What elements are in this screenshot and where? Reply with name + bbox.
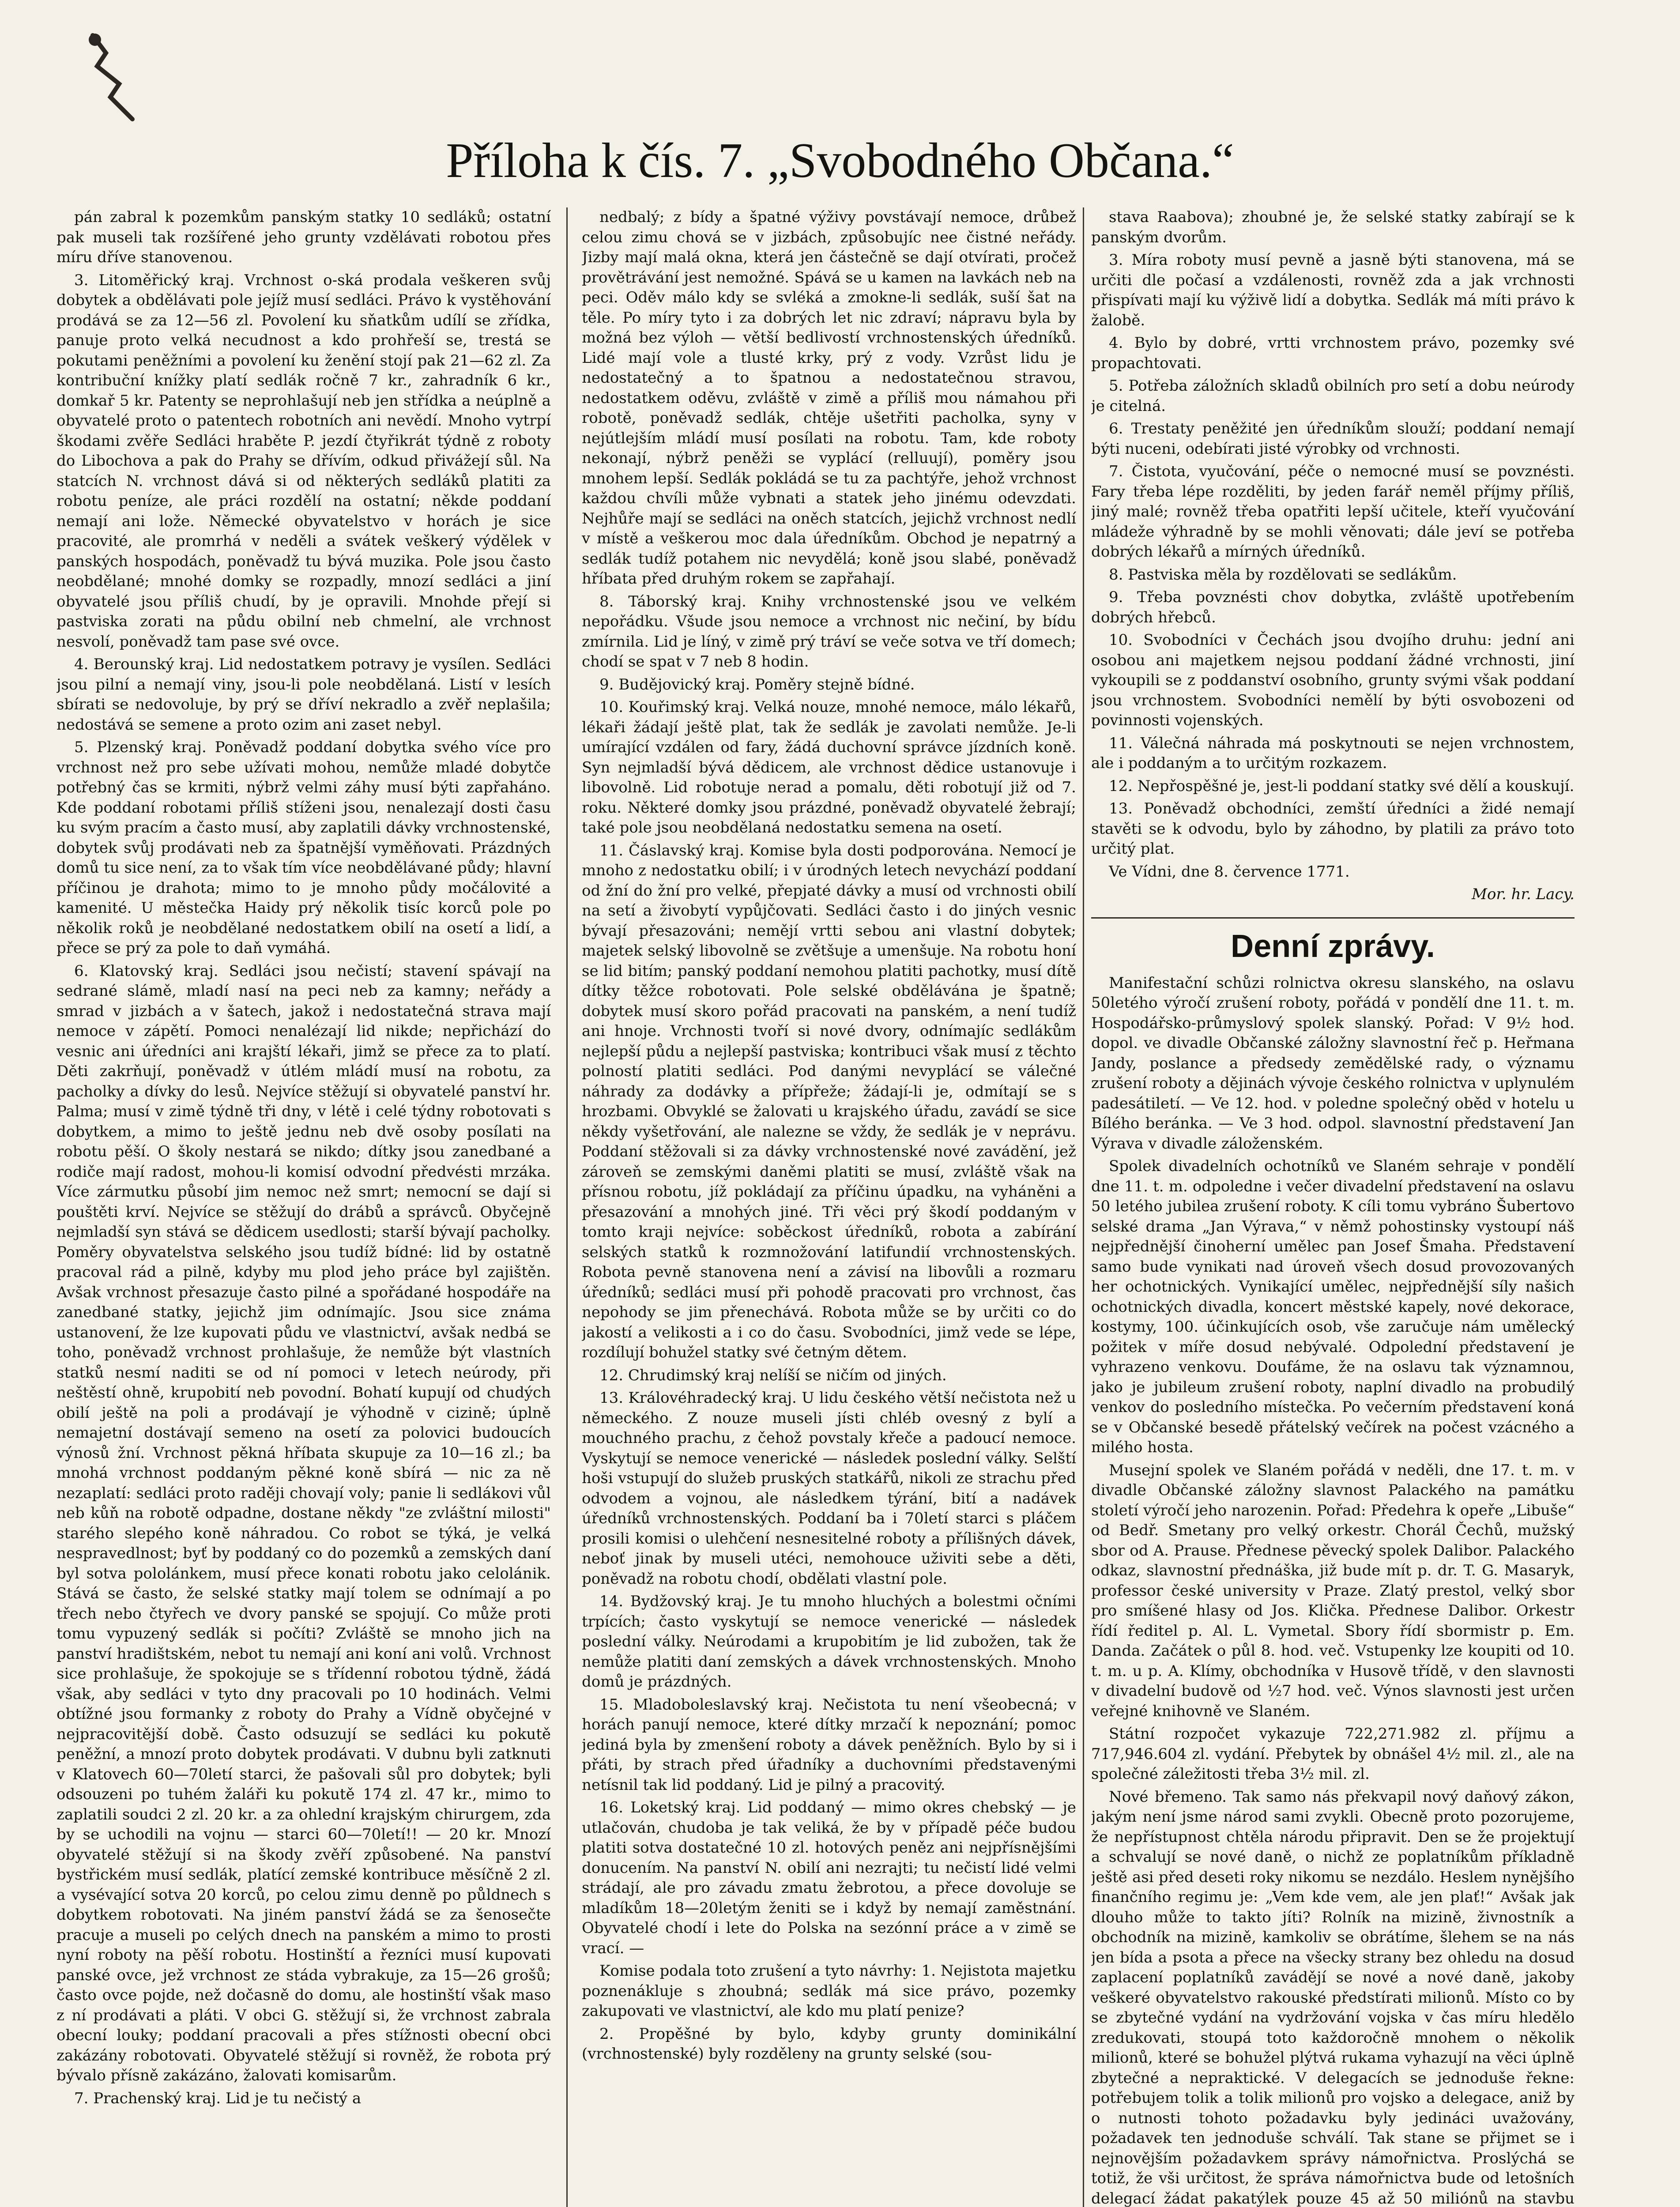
page-title: Příloha k čís. 7. „Svobodného Občana.“ — [446, 133, 1234, 188]
paragraph: 9. Třeba povznésti chov dobytka, zvláště upotřebením dobrých hřebců. — [1091, 588, 1575, 626]
column-divider — [1083, 207, 1084, 2207]
paragraph: 12. Chrudimský kraj nelíší se ničím od jiných. — [599, 1366, 947, 1384]
paragraph: 8. Táborský kraj. Knihy vrchnostenské jsou ve velkém nepořádku. Všude jsou nemoce a vrchnost nic nečiní, by bídu zmírnila. Lid je líný, v zimě prý tráví se veče sotva ve tří domech; chodí se spat v 7 neb 8 hodin. — [582, 592, 1076, 670]
paragraph: 16. Loketský kraj. Lid poddaný — mimo okres chebský — je utlačován, chudoba je tak veliká, že by v případě péče budou platiti sotva dostatečné 10 zl. hotových peněz ani nejpřísnějšími donucením. Na panství N. obilí ani nezrajti; tu nečistí lidé velmi strádají, ale pro závadu zmatu žebrotou, a přece dovoluje se mladíkům 18—20letým ženiti se i když by nemají zaměstnání. Obyvatelé chodí i lete do Polska na sezónní práce a v zimě se vrací. — — [582, 1799, 1076, 1957]
paragraph: 2. Propěšné by bylo, kdyby grunty dominikální (vrchnostenské) byly rozděleny na grunty selské (sou- — [582, 2025, 1076, 2063]
paragraph: 11. Čáslavský kraj. Komise byla dosti podporována. Nemocí je mnoho z nedostatku obilí; i v úrodných letech nevychází poddaní od žní do žní pro velké, přepjaté dávky a musí od vrchnosti obilí na setí a živobytí vypůjčovati. Sedláci často i do jiných vesnic bývají přesazováni; nemějí vrtti sebou ani vlastní dobytek; majetek selský libovolně se zvětšuje a umenšuje. Na robotu honí se lid bitím; panský poddaní nemohou platiti pachotky, musí dítě dítky těžce robotovati. Pole selské obdělávána je špatně; dobytek musí skoro pořád pracovati na panském, a není tudíž ani hnoje. Vrchnosti tvoří si nové dvory, odnímajíc sedlákům nejlepší půdu a nejlepší pastviska; kontribuci však musí z těchto polností platiti sedláci. Pod danými nevyplácí se válečné náhrady za dodávky a přípřeže; žádají-li je, odmítají se s hrozbami. Obvyklé se žalovati u krajského úřadu, zavádí se sice někdy vyšetřování, ale nalezne se vždy, že sedlák je v neprávu. Poddaní stěžovali si za dávky vrchnostenské nové zavádění, jež zároveň se zemskými daněmi platiti se musí, zvláště však na přísnou robotu, jíž pokládají za příčinu úpadku, na vyháněni a přesazování a mnohých jiné. Tři věci prý škodí poddaným v tomto kraji nejvíce: soběckost úředníků, robota a zabírání selských statků k rozmnožování latifundií vrchnostenských. Robota pevně stanovena není a závisí na libovůli a rozmaru úředníků; sedláci musí při pohodě pracovati pro vrchnost, čas nepohody se jim přenechává. Robota může se by určiti co do jakostí a velikosti a i co do času. Svobodníci, jimž vede se lépe, rozdílují bohužel statky své četným dětem. — [582, 841, 1076, 1361]
paragraph: 10. Kouřimský kraj. Velká nouze, mnohé nemoce, málo lékařů, lékaři žádají ještě plat, tak že sedlák je zavolati nemůže. Je-li umírající vzdálen od fary, žádá duchovní správce jízdních koně. Syn nejmladší bývá dědicem, ale vrchnost dědice ustanovuje i libovolně. Lid robotuje nerad a pomalu, děti robotují již od 7. roku. Některé domky jsou prázdné, poněvadž obyvatelé žebrají; také pole jsou neobdělaná nedostatku semena na osetí. — [582, 698, 1076, 836]
column-1 — [57, 207, 551, 2207]
paragraph: 8. Pastviska měla by rozdělovati se sedlákům. — [1109, 565, 1457, 584]
dateline: Mor. hr. Lacy. — [1472, 885, 1575, 903]
news-item: Manifestační schůzi rolnictva okresu slanského, na oslavu 50letého výročí zrušení roboty, pořádá v pondělí dne 11. t. m. Hospodářsko-průmyslový spolek slanský. Pořad: V 9½ hod. dopol. ve divadle Občanské záložny slavnostní řeč p. Heřmana Jandy, poslance a předsedy zemědělské rady, o významu zrušení roboty a dějinách vývoje českého rolnictva v uplynulém padesátiletí. — Ve 12. hod. v poledne společný oběd v hotelu u Bílého beránka. — Ve 3 hod. odpol. slavnostní představení Jan Výrava v divadle záloženském. — [1091, 974, 1575, 1152]
paragraph: 3. Litoměřický kraj. Vrchnost o-ská prodala veškeren svůj dobytek a obdělávati pole jejíž musí sedláci. Právo k vystěhování prodává se za 12—56 zl. Povolení ku sňatkům udílí se zřídka, panuje proto velká necudnost a kdo prohřeší se, trestá se pokutami peněžními a povolení ku ženění stojí pak 21—62 zl. Za kontribuční knížky platí sedlák ročně 7 kr., zahradník 6 kr., domkař 5 kr. Patenty se neprohlašují neb jen střídka a neúplně a obyvatelé proto o patentech robotních ani nevědí. Mnoho vytrpí škodami zvěře Sedláci hraběte P. jezdí čtyřikrát týdně z roboty do Libochova a pak do Prahy se dřívím, odkud přivážejí sůl. Na statcích N. vrchnost dává si od některých sedláků platiti za robotu peníze, ale práci rozdělí na ostatní; někde poddaní nemají ani lože. Německé obyvatelstvo v horách je sice pracovité, ale promrhá v neděli a svátek veškerý výdělek v panských hospodách, poněvadž tu bývá muzika. Pole jsou často neobdělané; mnohé domky se rozpadly, mnozí sedláci a jiní obyvatelé jsou příliš chudí, by je opravili. Mnohde přejí si pastviska zorati na půdu obilní neb chmelní, ale vrchnost nesvolí, poněvadž tam pase své ovce. — [57, 271, 551, 651]
paragraph: 9. Budějovický kraj. Poměry stejně bídné. — [599, 675, 915, 693]
paragraph: Komise podala toto zrušení a tyto návrhy: 1. Nejistota majetku poznenákluje s zhoubná; sedlák má sice právo, pozemky zakupovati ve vlastnictví, ale kdo mu platí penize? — [582, 1962, 1076, 2020]
paragraph: 6. Trestaty peněžité jen úředníkům slouží; poddaní nemají býti nuceni, odebírati jisté výrobky od vrchnosti. — [1091, 420, 1575, 458]
news-item: Státní rozpočet vykazuje 722,271.982 zl. příjmu a 717,946.604 zl. vydání. Přebytek by obnášel 4½ mil. zl., ale na společné záležitosti třeba 3½ mil. zl. — [1091, 1725, 1575, 1783]
paragraph: Ve Vídni, dne 8. července 1771. — [1109, 862, 1350, 881]
paragraph: 7. Čistota, vyučování, péče o nemocné musí se povznésti. Fary třeba lépe rozděliti, by jeden farář neměl příjmy příliš, jiný malé; rovněž třeba opatřiti lepší učitele, kteří vyučování mládeže výhradně by se mohli věnovati; dále jeví se potřeba dobrých lékařů a mírných úředníků. — [1091, 463, 1575, 561]
paragraph: 3. Míra roboty musí pevně a jasně býti stanovena, má se určiti dle počasí a vzdálenosti, rovněž zda a jak vrchnosti přispívati mají ku výživě lidí a dobytka. Sedlák má míti právo k žalobě. — [1091, 251, 1575, 329]
paragraph: 14. Bydžovský kraj. Je tu mnoho hluchých a bolestmi očními trpících; často vyskytují se nemoce venerické — následek poslední války. Neúrodami a krupobitím je lid zubožen, tak že nemůže platiti daní zemských a dávek vrchnostenských. Mnoho domů je prázdných. — [582, 1593, 1076, 1691]
paragraph: stava Raabova); zhoubné je, že selské statky zabírají se k panským dvorům. — [1091, 208, 1575, 246]
section-heading: Denní zprávy. — [1231, 928, 1435, 964]
paragraph: 10. Svobodníci v Čechách jsou dvojího druhu: jední ani osobou ani majetkem nejsou poddaní žádné vrchnosti, jiní vykoupili se z poddanství osobního, grunty svými však poddaní jsou vrchnostem. Svobodníci nemělí by býti osvobozeni od povinnosti vojenských. — [1091, 631, 1575, 729]
paragraph: 11. Válečná náhrada má poskytnouti se nejen vrchnostem, ale i poddaným a to určitým rozkazem. — [1091, 734, 1575, 772]
paragraph: 6. Klatovský kraj. Sedláci jsou nečistí; stavení spávají na sedrané slámě, mladí nasí na peci neb za kamny; neřády a smrad v jizbách a v šatech, jakož i nedostatečná strava mají nemoce v zápětí. Pomoci nenalézají lid nikde; nepřichází do vesnic ani úředníci ani krajští lékaři, jimž se přece za to platí. Děti zakrňují, poněvadž v útlém mládí musí na robotu, za pacholky a dívky do lesů. Nejvíce stěžují si obyvatelé panství hr. Palma; musí v zimě týdně tři dny, v létě i celé týdny robotovati s dobytkem, a mimo to ještě jednu neb dvě osoby posílati na robotu pěší. O školy nestará se nikdo; dítky jsou zanedbané a rodiče mají radost, mohou-li komisí odvodní předvésti mrzáka. Více zármutku působí jim nemoc než smrt; nemocní se dají si pouštěti krví. Nejvíce se stěžují do drábů a správců. Obyčejně nejmladší syn stává se dědicem usedlosti; starší bývají pacholky. Poměry obyvatelstva selského jsou tudíž bídné: lid by ostatně pracoval rád a pilně, kdyby mu plod jeho práce byl zajištěn. Avšak vrchnost přesazuje často pilné a spořádané hospodáře na zanedbané statky, jejichž jim odnímajíc. Jsou sice známa ustanovení, že lze kupovati půdu ve vlastnictví, avšak nedbá se toho, poněvadž vrchnost prohlašuje, že nemůže být vlastních statků nesmí naditi se od ní pomoci v letech neúrody, při neštěstí ohně, krupobití neb povodní. Bohatí kupují od chudých obilí ještě na poli a prodávají je výhodně v cizině; úplně nemajetní dostávají semeno na osetí za polovici budoucích výnosů žní. Vrchnost pěkná hříbata skupuje za 10—16 zl.; ba mnohá vrchnost poddaným pěkné koně sbírá — nic za ně nezaplatí: sedláci proto raději chovají voly; panie li sedlákovi vůl neb kůň na robotě odpadne, dostane někdy "ze zvláštní milosti" starého slepého koně náhradou. Co robot se týká, je velká nespravedlnost; byť by poddaný co do pozemků a zemských daní byl sotva pololánkem, musí přece konati robotu jako celolánik. Stává se často, že selské statky mají tolem se odnímají a po třech nebo čtyřech ve dvory panské se spojují. Co může proti tomu vypuzený sedlák si počíti? Zvláště se mnoho jich na panství hradištském, nebot tu nemají ani koní ani volů. Vrchnost sice prohlašuje, že spokojuje se s třídenní robotou týdně, žádá však, aby sedláci v tyto dny pracovali po 10 hodinách. Velmi obtížné jsou formanky z roboty do Prahy a Vídně obyčejné v nejpracovitější době. Často odsuzují se sedláci ku pokutě peněžní, a mnozí proto dobytek prodávati. V dubnu byli zatknuti v Klatovech 60—70letí starci, že pašovali sůl pro dobytek; byli odsouzeni po tuhém žaláři ku pokutě 174 zl. 47 kr., mimo to zaplatili soudci 2 zl. 20 kr. a za ohlední krajským chirurgem, zda by se uchodili na vojnu — starci 60—70letí!! — 20 kr. Mnozí obyvatelé stěžují si na škody zvěří způsobené. Na panství bystřickém musí sedlák, platící zemské kontribuce měsíčně 2 zl. a vysévající sotva 20 korců, po celou zimu denně po půldnech s dobytkem robotovati. Na jiném panství žádá se za šenosečte pracuje a museli po celých dnech na panském a mimo to prosti nyní roboty na pěší robotu. Hostinští a řezníci musí kupovati panské ovce, jež vrchnost ze stáda vybrakuje, za 15—26 grošů; často ovce pojde, než dočasně do domu, ale hostinští však maso z ní prodávati a pláti. V obci G. stěžují si, že vrchnost zabrala obecní louky; poddaní pracovali a přes stížnosti obecní obci zakázány robotovati. Obyvatelé stěžují si rovněž, že robota prý bývalo přísně zakázáno, žalovati komisarům. — [57, 962, 551, 2084]
news-item: Musejní spolek ve Slaném pořádá v neděli, dne 17. t. m. v divadle Občanské záložny slavnost Palackého na památku století výročí jeho narozenin. Pořad: Předehra k opeře „Libuše“ od Bedř. Smetany pro velký orkestr. Chorál Čechů, mužský sbor od A. Prause. Přednese pěvecký spolek Dalibor. Palackého odkaz, slavnostní přednáška, již bude mít p. dr. T. G. Masaryk, professor české university v Praze. Zlatý prestol, velký sbor pro smíšené hlasy od Jos. Klička. Přednese Dalibor. Orkestr řídí ředitel p. Al. L. Vymetal. Sbory řídí sbormistr p. Em. Danda. Začátek o půl 8. hod. več. Vstupenky lze koupiti od 10. t. m. u p. A. Klímy, obchodníka v Husově třídě, v den slavnosti v divadelní budově od ½7 hod. več. Výnos slavnosti jest určen veřejné knihovně ve Slaném. — [1091, 1461, 1575, 1720]
news-item: Nové břemeno. Tak samo nás překvapil nový daňový zákon, jakým není jsme národ sami zvykli. Obecně proto pozorujeme, že nepřístupnost chtěla národu připravit. Den se že projektují a schvalují se nové daně, o nichž ze poplatníkům příkladně ještě asi před deseti roky nikomu se nezdálo. Heslem nynějšího finančního regimu je: „Vem kde vem, ale jen plať!“ Avšak jak dlouho může to takto jíti? Rolník na mizině, živnostník a obchodník na mizině, kamkoliv se obrátíme, šlehem se na nás jen bída a psota a přece na všecky strany bez ohledu na dosud zaplacení poplatníků zavádějí se nové a nové daně, jakoby veškeré obyvatelstvo rakouské předstírati milionů. Místo co by se zbytečné vydání na vydržování vojska v čas míru hledělo zredukovati, stoupá toto každoročně mnohem o několik milionů, které se bohužel plýtvá rukama vyhazují na věci úplně zbytečné a nepraktické. V delegacích se jednoduše řekne: potřebujem tolik a tolik milionů pro vojsko a delegace, aniž by o nutnosti tohoto požadavku byly jedináci uvažovány, požadavek ten jednoduše schválí. Tak stane se přijmet se i nejnovějším požadavkem správy námořnictva. Proslýchá se totiž, že vši určitost, že správa námořnictva bude od letošních delegací žádat pakatýlek pouze 45 až 50 miliónů na stavbu — [1091, 1788, 1575, 2207]
news-item: Spolek divadelních ochotníků ve Slaném sehraje v pondělí dne 11. t. m. odpoledne i večer divadelní představení na oslavu 50 letého jubilea zrušení roboty. K cíli tomu vybráno Šubertovo selské drama „Jan Výrava,“ v němž pohostinsky vystoupí náš nejpřednější činoherní umělec pan Josef Šmaha. Představení samo bude vynikati nad úroveň všech dosud provozovaných her ochotnických. Vynikající umělec, nejpřednější síly našich ochotnických divadla, koncert městské kapely, nové dekorace, kostymy, 100. účinkujících osob, vše zaručuje nám umělecký požitek v míře dosud nebývalé. Odpolední představení je vyhrazeno venkovu. Doufáme, že na oslavu tak významnou, jako je jubileum zrušení roboty, naplní divadlo na probudilý venkov do posledního místečka. Po večerním představení koná se v Občanské besedě přátelský večírek na počest vzácného a milého hosta. — [1091, 1157, 1575, 1456]
paragraph: 5. Potřeba záložních skladů obilních pro setí a dobu neúrody je citelná. — [1091, 377, 1575, 415]
section-divider — [1091, 917, 1575, 919]
column-divider — [566, 207, 568, 2207]
column-3 — [1091, 207, 1575, 2207]
paragraph: nedbalý; z bídy a špatné výživy povstávají nemoce, drůbež celou zimu chová se v jizbách, způsobujíc nee čistné neřády. Jizby mají malá okna, která jen částečně se dají otvírati, pročež provětrávání jest nemožné. Spává se u kamen na lavkách neb na peci. Oděv málo kdy se svléká a zmokne-li sedlák, suší šat na těle. Po míry tyto i za dobrých let nic zdraví; nápravu byla by možná bez výloh — větší bedlivostí vrchnostenských úředníků. Lidé mají vole a tlusté krky, prý z vody. Vzrůst lidu je nedostatečný a to špatnou a nedostatečnou stravou, nedostatkem oděvu, zvláště v zimě a příliš mou námahou při robotě, poněvadž sedlák, chtěje ušetřiti pacholka, syny v nejútlejším mládí musí posílati na robotu. Tam, kde roboty nekonají, nýbrž peněži se vyplácí (relluují), poměry jsou mnohem lepší. Sedlák pokládá se tu za pachtýře, jehož vrchnost každou chvíli může vybnati a statek jeho jinému odevzdati. Nejhůře mají se sedláci na oněch statcích, jejichž vrchnost nedlí v místě a veškerou moc dala úředníkům. Obchod je nepatrný a sedlák tudíž potahem nic nevydělá; koně jsou slabé, poněvadž hříbata před druhým rokem se zapřahají. — [582, 208, 1076, 588]
paragraph: 5. Plzenský kraj. Poněvadž poddaní dobytka svého více pro vrchnost než pro sebe užívati mohou, nemůže mladé dobytče potřebný čas se krmiti, nýbrž velmi záhy musí býti zapřaháno. Kde poddaní robotami příliš stíženi jsou, nenalezají dosti času ku svým pracím a často musí, aby zaplatili dávky vrchnostenské, dobytek svůj prodávati neb za špatnější vyměňovati. Prázdných domů tu sice není, za to však tím více neobdělávané půdy; hlavní příčinou je drahota; mimo to je mnoho půdy močálovité a kamenité. U městečka Haidy prý několik tisíc korců pole po několik roků je neobdělané nedostatkem obilí na osetí a lidí, a přece se prý za pole to daň vymáhá. — [57, 738, 551, 957]
paragraph: 4. Bylo by dobré, vrtti vrchnostem právo, pozemky své propachtovati. — [1091, 334, 1575, 372]
column-2 — [582, 207, 1076, 2207]
ink-stain-graphic — [66, 26, 154, 128]
paragraph: pán zabral k pozemkům panským statky 10 sedláků; ostatní pak museli tak rozšířené jeho grunty vzdělávati robotou přes míru dříve stanovenou. — [57, 208, 551, 266]
paragraph: 7. Prachenský kraj. Lid je tu nečistý a — [74, 2089, 362, 2107]
paragraph: 13. Poněvadž obchodníci, zemští úředníci a židé nemají stavěti se k odvodu, bylo by záhodno, by platili za právo toto určitý plat. — [1091, 800, 1575, 858]
paragraph: 12. Nepřospěšné je, jest-li poddaní statky své dělí a kouskují. — [1109, 777, 1575, 795]
paragraph: 13. Královéhradecký kraj. U lidu českého větší nečistota než u německého. Z nouze museli jísti chléb ovesný z bylí a mouchného prachu, z čehož povstaly křeče a padoucí nemoce. Vyskytují se nemoce venerické — následek poslední války. Selští hoši vstupují do služeb pruských statkářů, nikoli ze strachu před odvodem a vojnou, ale následkem týrání, bití a nadávek úředníků vrchnostenských. Poddaní ba i 70letí starci s pláčem prosili komisi o ulehčení nesnesitelné roboty a přílišných dávek, neboť jinak by museli utéci, nemohouce uživiti sebe a děti, poněvadž na robotu chodí, obdělati vlastní pole. — [582, 1389, 1076, 1588]
paragraph: 15. Mladoboleslavský kraj. Nečistota tu není všeobecná; v horách panují nemoce, které dítky mrzačí k nepoznání; pomoc jediná byla by zmenšení roboty a dávek peněžních. Bylo by si i přáti, by strach před úřadníky a duchovními představenými netísnil tak lid poddaný. Lid je pilný a pracovitý. — [582, 1695, 1076, 1794]
paragraph: 4. Berounský kraj. Lid nedostatkem potravy je vysílen. Sedláci jsou pilní a nemají viny, jsou-li pole neobdělaná. Listí v lesích sbírati se nedovoluje, by prý se dříví nekradlo a zvěř neplašila; nedostává se semene a proto ozim ani zaset nebyl. — [57, 655, 551, 734]
